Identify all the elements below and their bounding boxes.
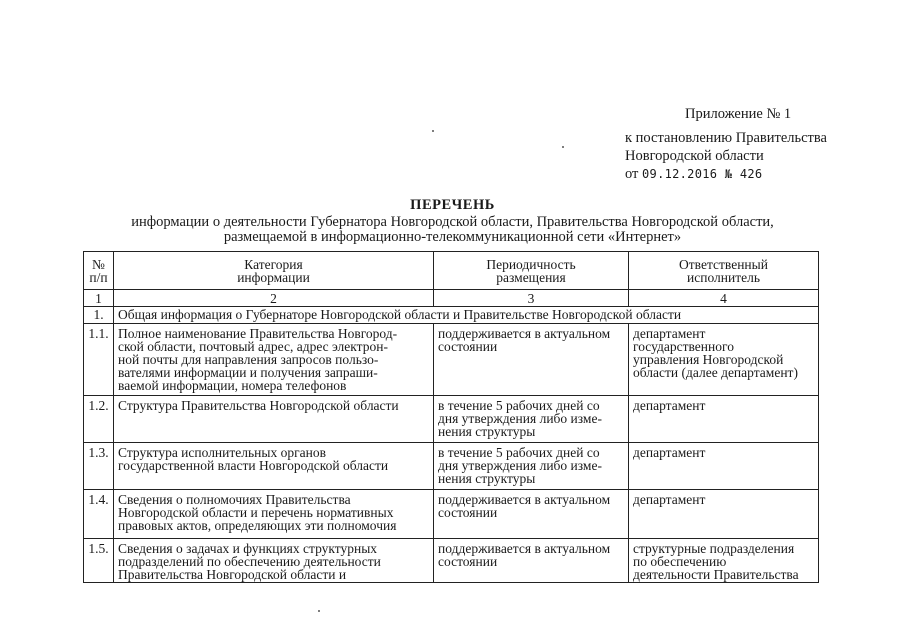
- table-row: [84, 324, 819, 396]
- row-period: поддерживается в актуальном состоянии: [434, 490, 629, 539]
- header-category: Категория информации: [114, 252, 434, 290]
- row-executor: департамент: [629, 396, 819, 443]
- appendix-label: Приложение № 1: [685, 106, 792, 122]
- section-title: Общая информация о Губернаторе Новгородской области и Правительстве Новгородской области: [114, 307, 819, 324]
- row-number: 1.1.: [84, 324, 114, 396]
- section-number: 1.: [84, 307, 114, 324]
- row-executor: департамент: [629, 443, 819, 490]
- decree-date-prefix: от: [625, 166, 643, 182]
- row-number: 1.5.: [84, 539, 114, 583]
- column-index: 3: [434, 290, 629, 307]
- table-header-row: [84, 252, 819, 290]
- table-row: [84, 396, 819, 443]
- row-number: 1.2.: [84, 396, 114, 443]
- decree-date-number: [625, 165, 762, 183]
- row-period: в течение 5 рабочих дней со дня утверждения либо изме- нения структуры: [434, 396, 629, 443]
- table-row: [84, 490, 819, 539]
- column-index: 1: [84, 290, 114, 307]
- decree-date-value: 09.12.2016 № 426: [642, 167, 763, 181]
- row-period: в течение 5 рабочих дней со дня утверждения либо изме- нения структуры: [434, 443, 629, 490]
- decree-reference-line-2: Новгородской области: [625, 148, 764, 164]
- subtitle-line-2: размещаемой в информационно-телекоммуникационной сети «Интернет»: [223, 229, 682, 245]
- row-category: Структура Правительства Новгородской области: [114, 396, 434, 443]
- column-index: 4: [629, 290, 819, 307]
- row-executor: департамент государственного управления Новгородской области (далее департамент): [629, 324, 819, 396]
- information-table: [83, 251, 819, 583]
- column-index: 2: [114, 290, 434, 307]
- header-number: № п/п: [84, 252, 114, 290]
- row-category: Сведения о полномочиях Правительства Новгородской области и перечень нормативных правовых актов, определяющих эти полномочия: [114, 490, 434, 539]
- decree-reference-line-1: к постановлению Правительства: [625, 130, 827, 146]
- scan-speck: [562, 146, 564, 148]
- table-row: [84, 443, 819, 490]
- section-row: [84, 307, 819, 324]
- row-number: 1.4.: [84, 490, 114, 539]
- row-category: Сведения о задачах и функциях структурных подразделений по обеспечению деятельности Правительства Новгородской области и: [114, 539, 434, 583]
- table-row: [84, 539, 819, 583]
- scan-speck: [318, 610, 320, 612]
- row-category: Полное наименование Правительства Новгород- ской области, почтовый адрес, адрес электрон- ной почты для направления запросов пользо- вателями информации и получения запраши- ваемой информации, номера телефонов: [114, 324, 434, 396]
- row-executor: структурные подразделения по обеспечению деятельности Правительства: [629, 539, 819, 583]
- row-executor: департамент: [629, 490, 819, 539]
- document-title: ПЕРЕЧЕНЬ: [410, 197, 495, 213]
- scan-speck: [432, 130, 434, 132]
- row-number: 1.3.: [84, 443, 114, 490]
- row-period: поддерживается в актуальном состоянии: [434, 324, 629, 396]
- header-period: Периодичность размещения: [434, 252, 629, 290]
- subtitle-line-1: информации о деятельности Губернатора Новгородской области, Правительства Новгородской области,: [131, 214, 774, 230]
- row-category: Структура исполнительных органов государственной власти Новгородской области: [114, 443, 434, 490]
- document-subtitle: [100, 215, 805, 245]
- header-executor: Ответственный исполнитель: [629, 252, 819, 290]
- row-period: поддерживается в актуальном состоянии: [434, 539, 629, 583]
- column-index-row: [84, 290, 819, 307]
